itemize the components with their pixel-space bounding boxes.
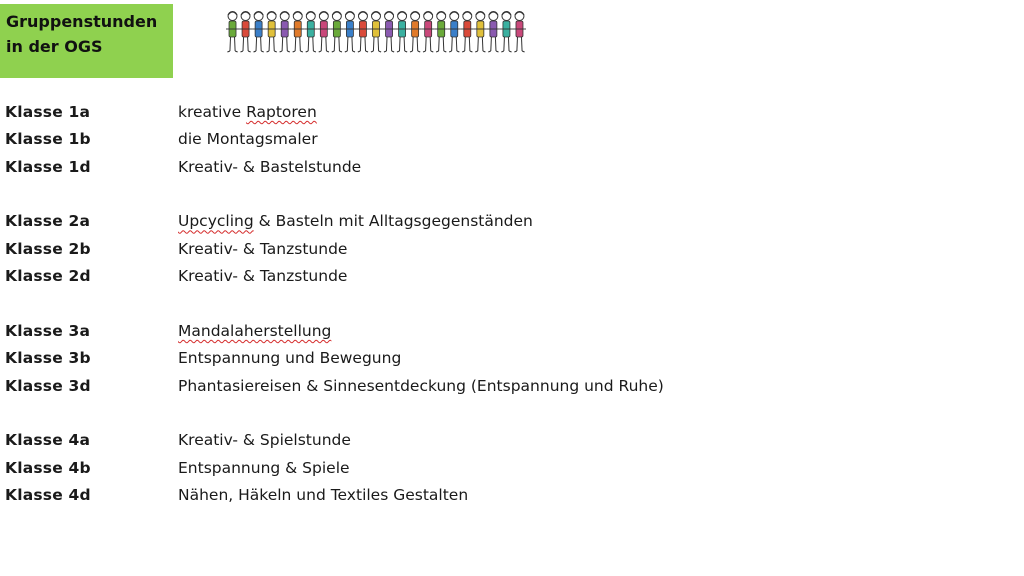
schedule-row: [5, 208, 1005, 236]
schedule-row: [5, 372, 1005, 400]
group-klasse-3: [5, 317, 1005, 400]
page-title: [0, 4, 173, 78]
schedule-row: [5, 482, 1005, 510]
schedule-row: [5, 235, 1005, 263]
class-label: Klasse 4a: [5, 431, 91, 450]
activity-label: Entspannung und Bewegung: [178, 349, 402, 368]
group-klasse-1: [5, 98, 1005, 181]
activity-label: Nähen, Häkeln und Textiles Gestalten: [178, 486, 469, 505]
activity-label: Upcycling & Basteln mit Alltagsgegenständen: [178, 212, 533, 231]
class-label: Klasse 2d: [5, 267, 91, 286]
schedule-row: [5, 263, 1005, 291]
children-holding-hands-icon: [226, 8, 526, 58]
class-label: Klasse 4d: [5, 486, 91, 505]
schedule-row: [5, 153, 1005, 181]
schedule-row: [5, 317, 1005, 345]
class-label: Klasse 3d: [5, 376, 91, 395]
class-label: Klasse 4b: [5, 458, 91, 477]
activity-label: Phantasiereisen & Sinnesentdeckung (Entspannung und Ruhe): [178, 376, 664, 395]
schedule-row: [5, 98, 1005, 126]
schedule-row: [5, 126, 1005, 154]
activity-label: Entspannung & Spiele: [178, 458, 350, 477]
activity-label: Kreativ- & Tanzstunde: [178, 239, 348, 258]
class-label: Klasse 3a: [5, 321, 91, 340]
activity-label: [178, 322, 331, 340]
group-klasse-2: [5, 208, 1005, 291]
spellcheck-flagged-word: Mandalaherstellung: [178, 321, 332, 340]
title-line-1: Gruppenstunden: [6, 12, 158, 31]
schedule-list: [5, 98, 1005, 536]
activity-label: kreative Raptoren: [178, 102, 317, 121]
class-label: Klasse 1d: [5, 157, 91, 176]
schedule-row: [5, 427, 1005, 455]
class-label: Klasse 3b: [5, 349, 91, 368]
class-label: Klasse 2a: [5, 212, 91, 231]
schedule-row: [5, 345, 1005, 373]
activity-label: Kreativ- & Tanzstunde: [178, 267, 348, 286]
class-label: Klasse 2b: [5, 239, 91, 258]
class-label: Klasse 1a: [5, 102, 91, 121]
class-label: Klasse 1b: [5, 130, 91, 149]
group-klasse-4: [5, 427, 1005, 510]
activity-label: Kreativ- & Bastelstunde: [178, 157, 362, 176]
activity-label: Kreativ- & Spielstunde: [178, 431, 351, 450]
spellcheck-flagged-word: Raptoren: [246, 102, 317, 121]
schedule-row: [5, 454, 1005, 482]
title-line-2: in der OGS: [6, 37, 103, 56]
spellcheck-flagged-word: Upcycling: [178, 212, 254, 231]
activity-label: die Montagsmaler: [178, 130, 318, 149]
